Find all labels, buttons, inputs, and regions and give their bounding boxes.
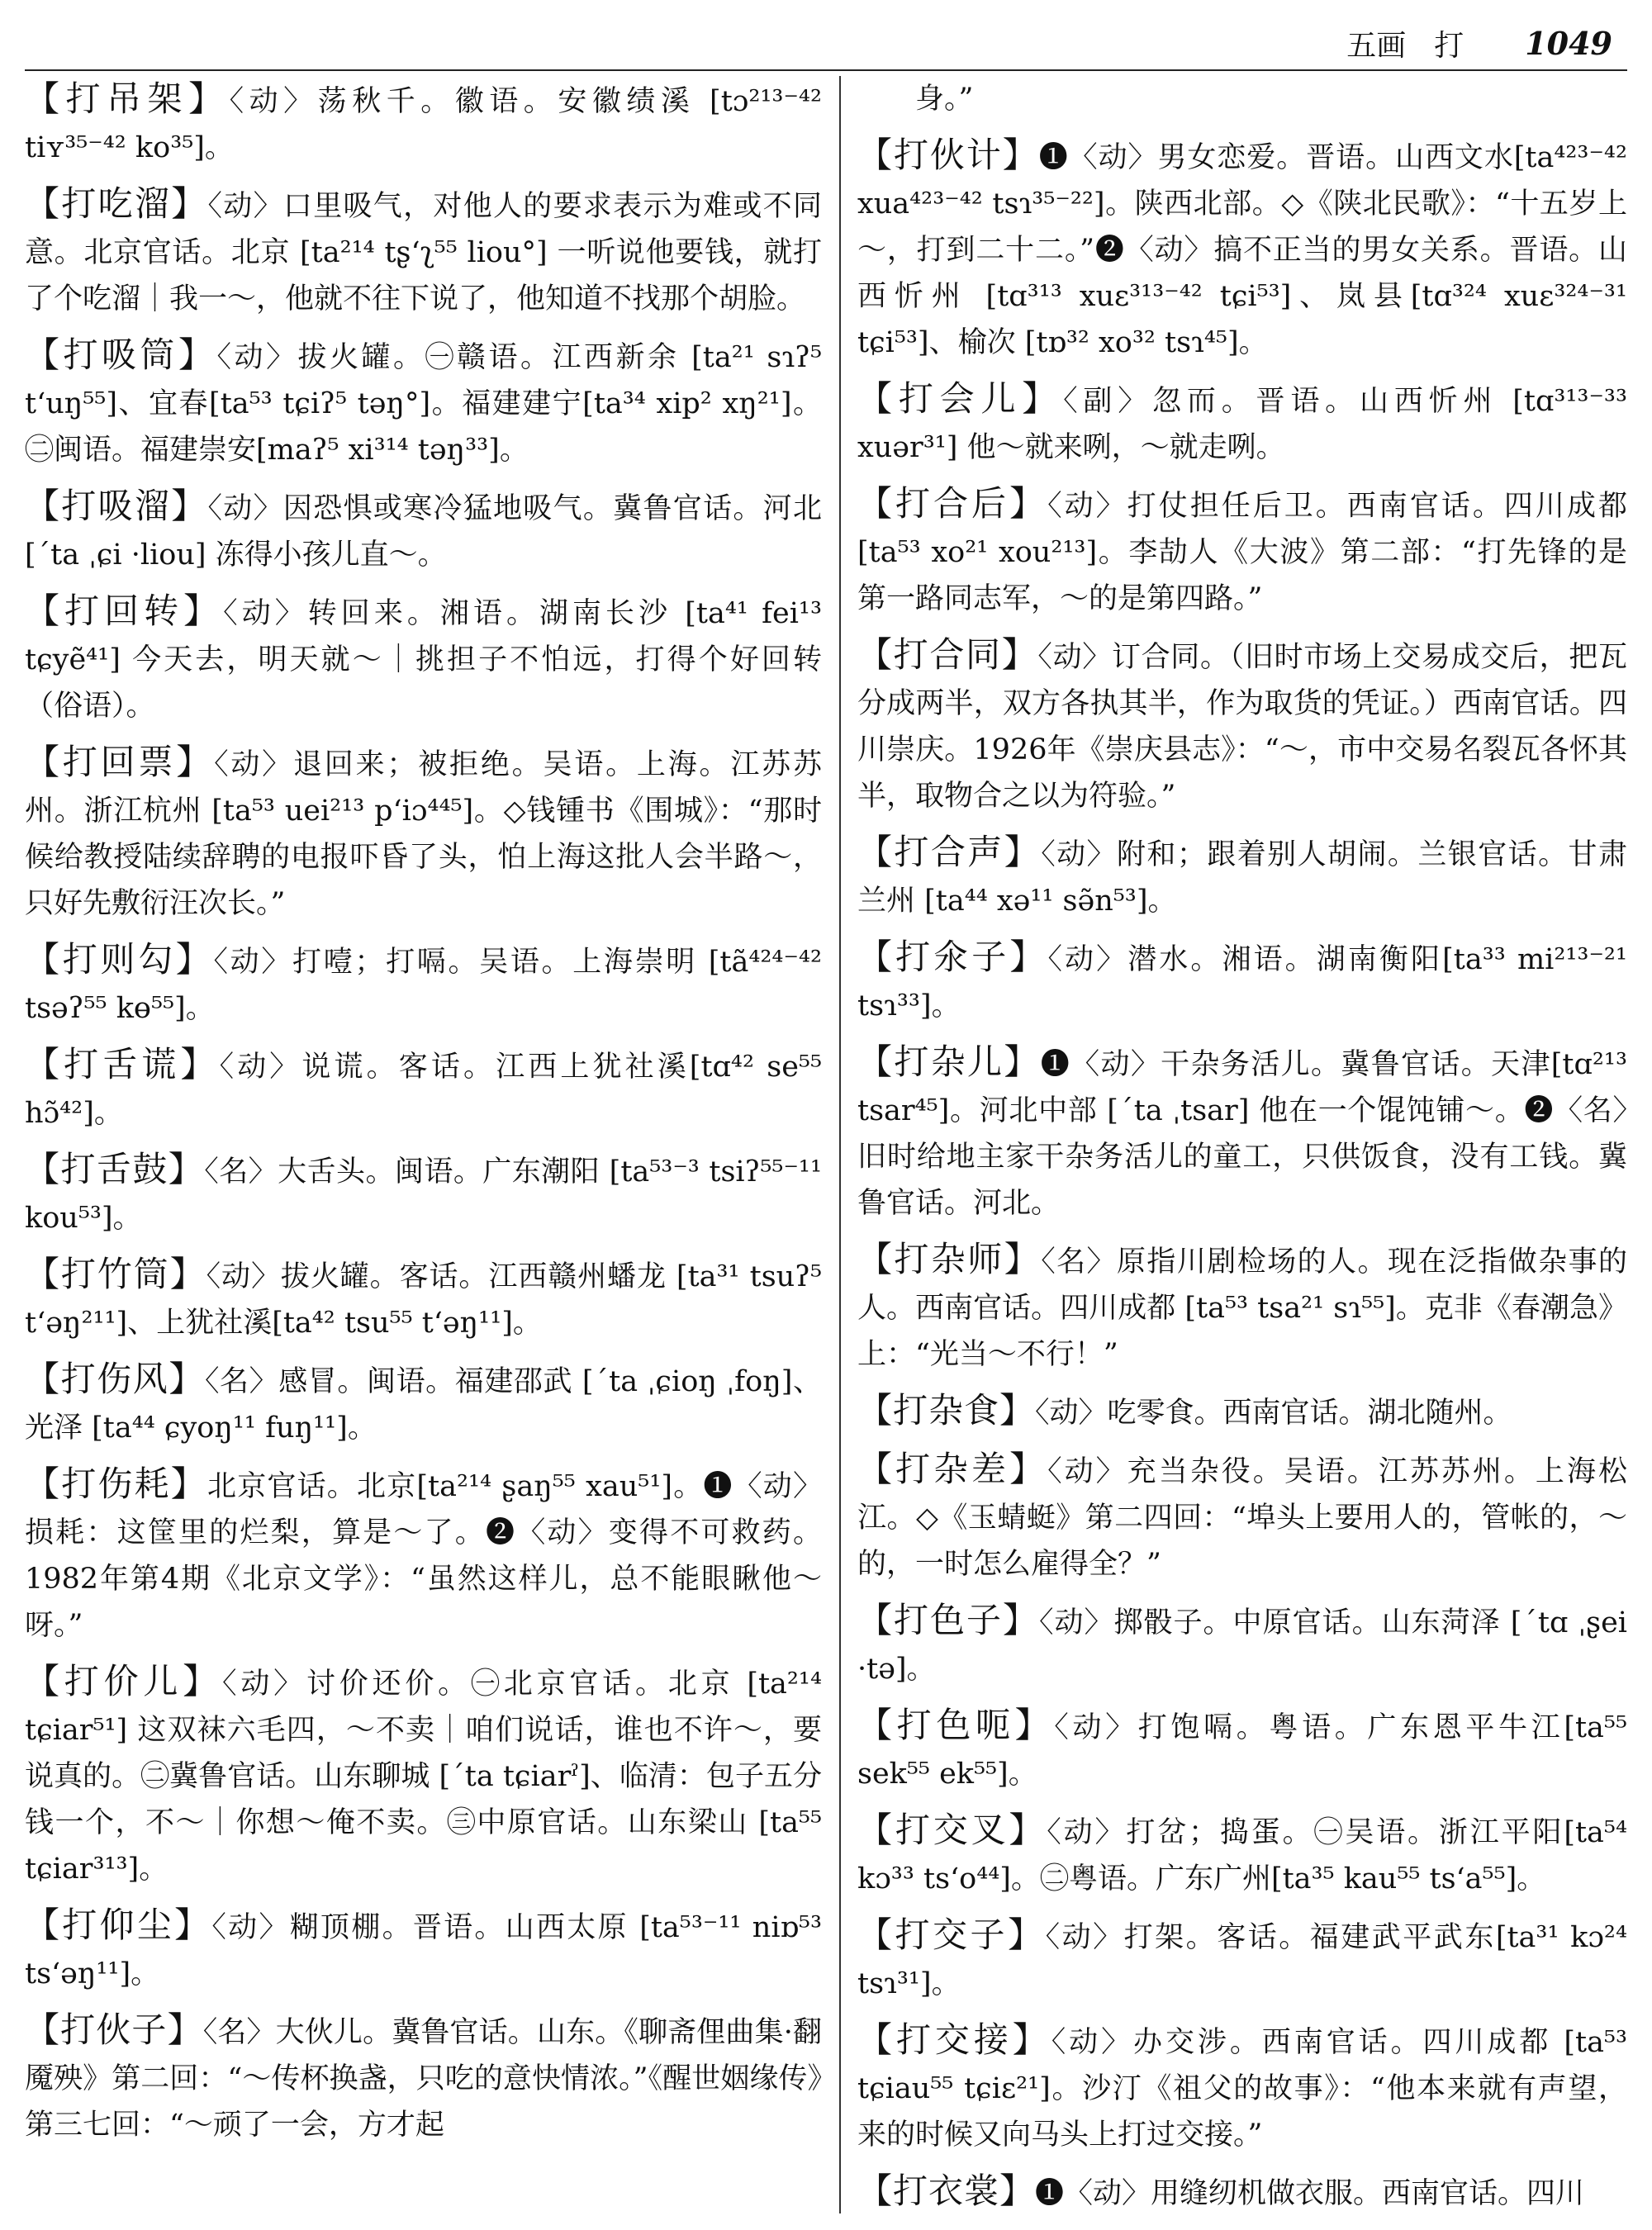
header-rule xyxy=(25,69,1627,71)
entry-headword: 【打伙子】 xyxy=(25,2009,203,2050)
entry-headword: 【打价儿】 xyxy=(25,1661,223,1701)
dictionary-entry xyxy=(857,829,1627,924)
header-char: 打 xyxy=(1434,28,1464,63)
right-column xyxy=(857,76,1627,2213)
entry-headword: 【打交叉】 xyxy=(857,1810,1047,1850)
entry-definition: 〈动〉转回来。湘语。湖南长沙 [ta⁴¹ fei¹³ tɕyẽ⁴¹] 今天去，明天就～｜挑担子不怕远，打得个好回转（俗语）。 xyxy=(25,597,822,723)
dictionary-entry xyxy=(25,181,822,322)
entry-headword: 【打回票】 xyxy=(25,742,215,782)
entry-headword: 【打氽子】 xyxy=(857,937,1048,977)
entry-definition: 〈动〉因恐惧或寒冷猛地吸气。冀鲁官话。河北 [ˊta ˌɕi ·liou] 冻得小孩儿直～。 xyxy=(25,492,822,572)
entry-definition: 〈动〉附和；跟着别人胡闹。兰银官话。甘肃兰州 [ta⁴⁴ xə¹¹ sə̃n⁵³]。 xyxy=(857,838,1627,918)
entry-headword: 【打伤耗】 xyxy=(25,1464,207,1504)
entry-definition: 〈名〉原指川剧检场的人。现在泛指做杂事的人。西南官话。四川成都 [ta⁵³ tsa²¹ sɿ⁵⁵]。克非《春潮急》上：“光当～不行！” xyxy=(857,1245,1627,1371)
entry-definition: 〈动〉讨价还价。㊀北京官话。北京 [ta²¹⁴ tɕiar⁵¹] 这双袜六毛四，～不卖｜咱们说话，谁也不许～，要说真的。㊁冀鲁官话。山东聊城 [ˊta tɕiarˀ]、临清：包子五分钱一个，不～｜你想～俺不卖。㊂中原官话。山东梁山 [ta⁵⁵ tɕiar³¹³]。 xyxy=(25,1668,822,1886)
entry-headword: 【打色呃】 xyxy=(857,1705,1055,1745)
dictionary-entry xyxy=(857,2017,1627,2158)
entry-headword: 【打吊架】 xyxy=(25,78,230,119)
entry-definition: 〈动〉吃零食。西南官话。湖北随州。 xyxy=(1035,1397,1512,1430)
entry-headword: 【打合同】 xyxy=(857,634,1038,675)
entry-definition: 〈动〉充当杂役。吴语。江苏苏州。上海松江。◇《玉蜻蜓》第二四回：“埠头上要用人的，管帐的，～的，一时怎么雇得全？” xyxy=(857,1455,1627,1581)
entry-headword: 【打合后】 xyxy=(857,483,1048,524)
entry-headword: 【打杂师】 xyxy=(857,1239,1042,1279)
entry-headword: 【打吸筒】 xyxy=(25,334,217,375)
dictionary-entry xyxy=(25,937,822,1032)
dictionary-entry xyxy=(857,1236,1627,1378)
dictionary-entry xyxy=(25,76,822,171)
entry-definition: 〈动〉订合同。（旧时市场上交易成交后，把瓦分成两半，双方各执其半，作为取货的凭证。）西南官话。四川崇庆。1926年《崇庆县志》：“～，市中交易名裂瓦各怀其半，取物合之以为符验。” xyxy=(857,641,1627,813)
column-divider xyxy=(839,76,841,2213)
entry-definition: 〈名〉感冒。闽语。福建邵武 [ˊta ˌɕioŋ ˌfoŋ]、光泽 [ta⁴⁴ ɕyoŋ¹¹ fuŋ¹¹]。 xyxy=(25,1365,822,1445)
entry-definition: 〈动〉打仗担任后卫。西南官话。四川成都 [ta⁵³ xo²¹ xou²¹³]。李劼人《大波》第二部：“打先锋的是第一路同志军，～的是第四路。” xyxy=(857,490,1627,615)
entry-definition: 〈动〉潜水。湘语。湖南衡阳[ta³³ mi²¹³⁻²¹ tsɿ³³]。 xyxy=(857,943,1627,1022)
dictionary-entry xyxy=(25,739,822,927)
dictionary-entry xyxy=(25,1356,822,1451)
dictionary-entry xyxy=(25,1041,822,1136)
entry-definition: 〈动〉办交涉。西南官话。四川成都 [ta⁵³ tɕiau⁵⁵ tɕiɛ²¹]。沙汀《祖父的故事》：“他本来就有声望，来的时候又向马头上打过交接。” xyxy=(857,2026,1627,2152)
continuation-text: 身。” xyxy=(915,83,974,116)
dictionary-entry xyxy=(25,483,822,578)
entry-definition: 〈动〉口里吸气，对他人的要求表示为难或不同意。北京官话。北京 [ta²¹⁴ tʂʻʅ⁵⁵ liou°] 一听说他要钱，就打了个吃溜｜我一～，他就不往下说了，他知道不找那个胡脸。 xyxy=(25,190,822,316)
entry-definition: 〈动〉掷骰子。中原官话。山东菏泽 [ˊtɑ ˌʂei ·tə]。 xyxy=(857,1606,1627,1686)
dictionary-entry xyxy=(857,1912,1627,2007)
page-header xyxy=(50,20,1612,66)
dictionary-entry xyxy=(857,632,1627,819)
dictionary-entry xyxy=(857,1597,1627,1692)
entry-headword: 【打合声】 xyxy=(857,832,1042,872)
entry-definition: 〈动〉打饱嗝。粤语。广东恩平牛江[ta⁵⁵ sek⁵⁵ ek⁵⁵]。 xyxy=(857,1711,1627,1791)
entry-definition: ❶〈动〉用缝纫机做衣服。西南官话。四川 xyxy=(1035,2177,1585,2210)
dictionary-entry xyxy=(857,2168,1627,2217)
entry-definition: 〈动〉拔火罐。客话。江西赣州蟠龙 [ta³¹ tsuʔ⁵ tʻəŋ²¹¹]、上犹社溪[ta⁴² tsu⁵⁵ tʻəŋ¹¹]。 xyxy=(25,1260,822,1340)
page-number: 1049 xyxy=(1525,24,1612,62)
entry-headword: 【打伤风】 xyxy=(25,1359,205,1399)
entry-headword: 【打衣裳】 xyxy=(857,2171,1036,2211)
dictionary-entry xyxy=(25,1146,822,1241)
entry-headword: 【打吃溜】 xyxy=(25,183,208,224)
entry-headword: 【打杂差】 xyxy=(857,1449,1048,1489)
entry-definition: 〈动〉打岔；捣蛋。㊀吴语。浙江平阳[ta⁵⁴ kɔ³³ tsʻo⁴⁴]。㊁粤语。广东广州[ta³⁵ kau⁵⁵ tsʻa⁵⁵]。 xyxy=(857,1816,1627,1896)
dictionary-entry xyxy=(857,1388,1627,1436)
entry-headword: 【打吸溜】 xyxy=(25,486,208,526)
entry-headword: 【打回转】 xyxy=(25,591,224,631)
entry-definition: ❶〈动〉干杂务活儿。冀鲁官话。天津[tɑ²¹³ tsar⁴⁵]。河北中部 [ˊta ˌtsar] 他在一个馄饨铺～。❷〈名〉旧时给地主家干杂务活儿的童工，只供饭食，没有工钱。冀鲁官话。河北。 xyxy=(857,1048,1627,1220)
entry-definition: 〈名〉大伙儿。冀鲁官话。山东。《聊斋俚曲集·翻魇殃》第二回：“～传杯换盏，只吃的意快情浓。”《醒世姻缘传》第三七回：“～顽了一会，方才起 xyxy=(25,2016,822,2142)
dictionary-entry xyxy=(857,481,1627,622)
dictionary-entry xyxy=(857,1702,1627,1797)
dictionary-entry xyxy=(25,1902,822,1997)
entry-definition: 〈动〉说谎。客话。江西上犹社溪[tɑ⁴² se⁵⁵ hɔ̃⁴²]。 xyxy=(25,1051,822,1130)
entry-headword: 【打交子】 xyxy=(857,1914,1046,1955)
dictionary-entry xyxy=(857,376,1627,471)
left-column xyxy=(25,76,822,2213)
entry-headword: 【打色子】 xyxy=(857,1600,1040,1640)
entry-definition: 〈动〉荡秋千。徽语。安徽绩溪 [tɔ²¹³⁻⁴² tiʏ³⁵⁻⁴² ko³⁵]。 xyxy=(25,85,822,164)
dictionary-entry xyxy=(857,1039,1627,1226)
entry-definition: 〈动〉拔火罐。㊀赣语。江西新余 [ta²¹ sɿʔ⁵ tʻuŋ⁵⁵]、宜春[ta⁵³ tɕiʔ⁵ təŋ°]。福建建宁[ta³⁴ xip² xŋ²¹]。㊁闽语。福建崇安[maʔ⁵ xi³¹⁴ təŋ³³]。 xyxy=(25,341,822,467)
entry-headword: 【打交接】 xyxy=(857,2019,1051,2060)
entry-headword: 【打舌谎】 xyxy=(25,1044,220,1084)
dictionary-entry xyxy=(857,1807,1627,1902)
dictionary-entry xyxy=(25,1461,822,1649)
entry-headword: 【打杂食】 xyxy=(857,1390,1036,1431)
entry-headword: 【打则勾】 xyxy=(25,939,214,980)
entry-headword: 【打伙计】 xyxy=(857,135,1039,175)
dictionary-entry xyxy=(857,132,1627,366)
entry-headword: 【打仰尘】 xyxy=(25,1905,212,1945)
dictionary-entry xyxy=(25,1658,822,1892)
entry-definition: 〈动〉退回来；被拒绝。吴语。上海。江苏苏州。浙江杭州 [ta⁵³ uei²¹³ pʻiɔ⁴⁴⁵]。◇钱锺书《围城》：“那时候给教授陆续辞聘的电报吓昏了头，怕上海这批人会半路～，只好先敷衍汪次长。” xyxy=(25,748,822,920)
entry-definition: 〈动〉糊顶棚。晋语。山西太原 [ta⁵³⁻¹¹ niɒ⁵³ tsʻəŋ¹¹]。 xyxy=(25,1911,822,1990)
dictionary-entry xyxy=(25,2007,822,2148)
entry-definition: ❶〈动〉男女恋爱。晋语。山西文水[ta⁴²³⁻⁴² xua⁴²³⁻⁴² tsɿ³⁵⁻²²]。陕西北部。◇《陕北民歌》：“十五岁上～，打到二十二。”❷〈动〉搞不正当的男女关系。晋语。山西忻州 [tɑ³¹³ xuɛ³¹³⁻⁴² tɕi⁵³]、岚县[tɑ³²⁴ xuɛ³²⁴⁻³¹ tɕi⁵³]、榆次 [tɒ³² xo³² tsɿ⁴⁵]。 xyxy=(857,141,1627,359)
dictionary-entry xyxy=(25,588,822,729)
entry-headword: 【打会儿】 xyxy=(857,378,1064,419)
entry-headword: 【打杂儿】 xyxy=(857,1041,1041,1082)
header-section: 五画 xyxy=(1346,28,1407,63)
dictionary-entry xyxy=(857,1446,1627,1587)
entry-definition: 北京官话。北京[ta²¹⁴ ʂaŋ⁵⁵ xau⁵¹]。❶〈动〉损耗：这筐里的烂梨，算是～了。❷〈动〉变得不可救药。1982年第4期《北京文学》：“虽然这样儿，总不能眼瞅他～呀。” xyxy=(25,1470,822,1642)
dictionary-entry xyxy=(857,934,1627,1029)
entry-definition: 〈名〉大舌头。闽语。广东潮阳 [ta⁵³⁻³ tsiʔ⁵⁵⁻¹¹ kou⁵³]。 xyxy=(25,1155,822,1235)
dictionary-entry xyxy=(25,1251,822,1346)
entry-headword: 【打舌鼓】 xyxy=(25,1149,205,1189)
entry-headword: 【打竹筒】 xyxy=(25,1254,206,1294)
entry-definition: 〈副〉忽而。晋语。山西忻州 [tɑ³¹³⁻³³ xuər³¹] 他～就来咧，～就走咧。 xyxy=(857,385,1627,464)
entry-definition: 〈动〉打噎；打嗝。吴语。上海崇明 [tã⁴²⁴⁻⁴² tsəʔ⁵⁵ kɵ⁵⁵]。 xyxy=(25,946,822,1025)
entry-definition: 〈动〉打架。客话。福建武平武东[ta³¹ kɔ²⁴ tsɿ³¹]。 xyxy=(857,1921,1627,2000)
dictionary-entry xyxy=(25,332,822,473)
